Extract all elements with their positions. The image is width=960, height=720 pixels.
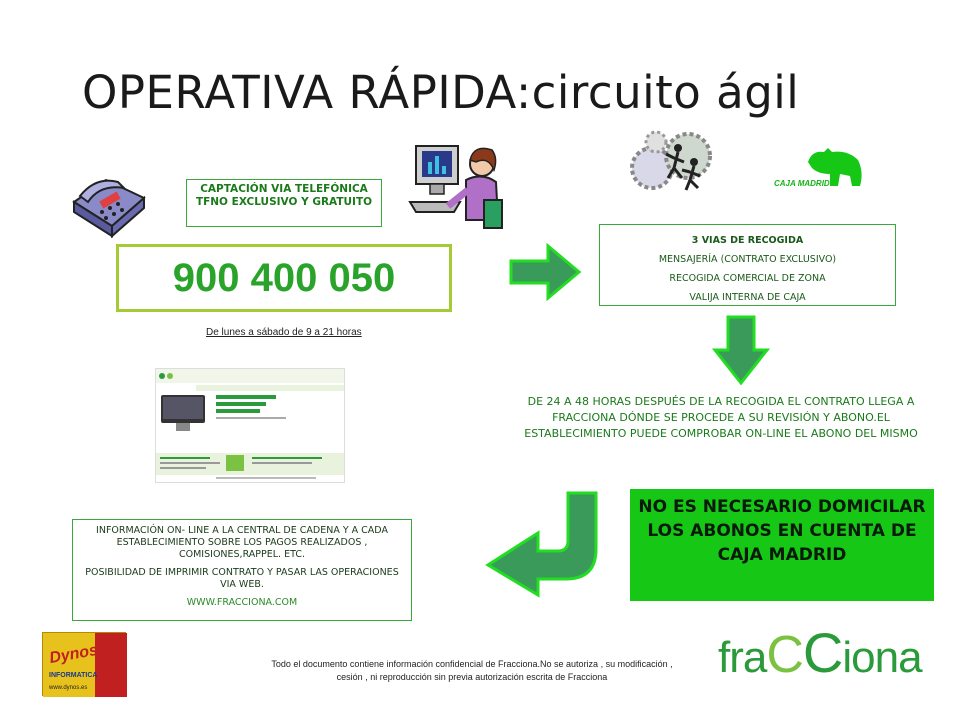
fracciona-logo	[718, 620, 922, 685]
fracciona-logo-part: C	[802, 621, 843, 684]
couriers-gears-icon	[626, 128, 714, 198]
captacion-label: CAPTACIÓN VIA TELEFÓNICA TFNO EXCLUSIVO Y GRATUITO	[186, 179, 382, 227]
arrow-curved-icon	[484, 489, 620, 599]
confidentiality-footer: Todo el documento contiene información confidencial de Fracciona.No se autoriza , su modificación , cesión , ni reproducción sin previa autorización escrita de Fracciona	[271, 659, 673, 682]
dynos-logo-sub: INFORMATICA	[49, 672, 98, 679]
website-screenshot	[155, 368, 345, 483]
info-line: INFORMACIÓN ON- LINE A LA CENTRAL DE CADENA Y A CADA ESTABLECIMIENTO SOBRE LOS PAGOS REALIZADOS , COMISIONES,RAPPEL. ETC.	[96, 525, 388, 560]
telephone-icon	[66, 172, 152, 244]
website-url: WWW.FRACCIONA.COM	[186, 597, 298, 608]
phone-number: 900 400 050	[116, 244, 452, 312]
recogida-box	[599, 224, 896, 306]
arrow-right-icon	[508, 243, 582, 301]
recogida-item: RECOGIDA COMERCIAL DE ZONA	[669, 273, 826, 284]
dynos-logo	[42, 632, 126, 696]
dynos-logo-web: www.dynos.es	[49, 685, 88, 691]
fracciona-logo-part: fra	[718, 633, 767, 682]
recogida-heading: 3 VIAS DE RECOGIDA	[691, 235, 804, 246]
recogida-item: MENSAJERÍA (CONTRATO EXCLUSIVO)	[658, 254, 837, 265]
info-line: POSIBILIDAD DE IMPRIMIR CONTRATO Y PASAR LAS OPERACIONES VIA WEB.	[85, 567, 399, 590]
office-worker-icon	[404, 140, 506, 232]
fracciona-logo-part: iona	[842, 633, 922, 682]
delay-description: DE 24 A 48 HORAS DESPUÉS DE LA RECOGIDA EL CONTRATO LLEGA A FRACCIONA DÓNDE SE PROCEDE A SU REVISIÓN Y ABONO.EL ESTABLECIMIENTO PUEDE COMPROBAR ON-LINE EL ABONO DEL MISMO	[524, 395, 918, 440]
page-title: OPERATIVA RÁPIDA:circuito ágil	[82, 66, 800, 119]
phone-hours: De lunes a sábado de 9 a 21 horas	[206, 327, 362, 338]
caja-madrid-logo-text: CAJA MADRID	[774, 179, 830, 188]
recogida-item: VALIJA INTERNA DE CAJA	[689, 292, 806, 303]
fracciona-logo-part: C	[766, 626, 803, 684]
highlight-box: NO ES NECESARIO DOMICILAR LOS ABONOS EN CUENTA DE CAJA MADRID	[630, 489, 934, 601]
arrow-down-icon	[712, 314, 770, 386]
info-box	[72, 519, 412, 621]
dynos-logo-name: Dynos	[48, 641, 100, 668]
